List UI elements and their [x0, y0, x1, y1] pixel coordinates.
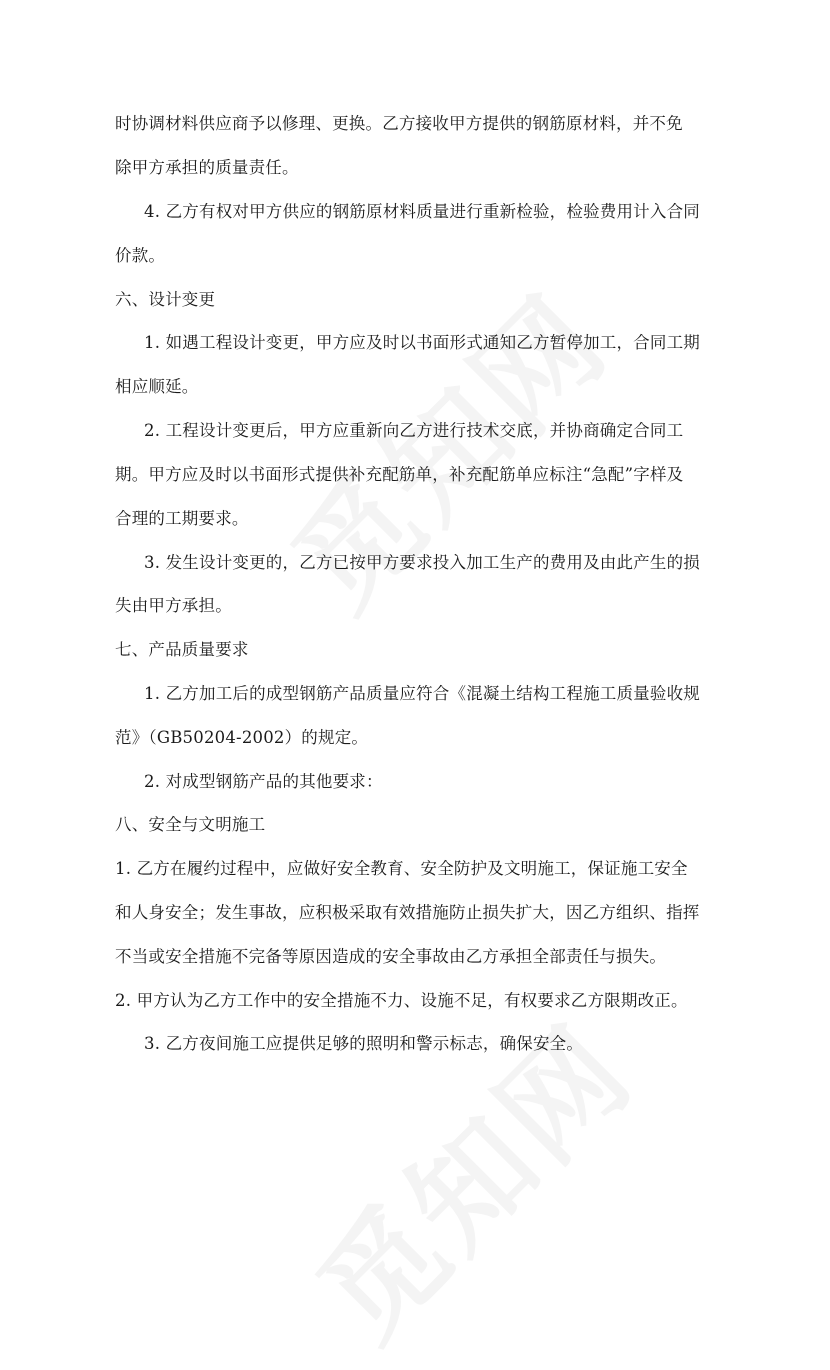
paragraph-line: 范》（GB50204-2002）的规定。 — [115, 728, 369, 747]
list-item-line: 2. 甲方认为乙方工作中的安全措施不力、设施不足，有权要求乙方限期改正。 — [115, 991, 688, 1010]
paragraph-line: 价款。 — [115, 246, 166, 265]
paragraph-line: 相应顺延。 — [115, 377, 199, 396]
paragraph-line: 合理的工期要求。 — [115, 509, 249, 528]
watermark — [250, 252, 639, 641]
paragraph-line: 时协调材料供应商予以修理、更换。乙方接收甲方提供的钢筋原材料，并不免 — [115, 114, 683, 133]
list-item-line: 4. 乙方有权对甲方供应的钢筋原材料质量进行重新检验，检验费用计入合同 — [144, 202, 700, 221]
paragraph-line: 失由甲方承担。 — [115, 596, 232, 615]
list-item-line: 3. 发生设计变更的，乙方已按甲方要求投入加工生产的费用及由此产生的损 — [144, 553, 700, 572]
section-heading: 八、安全与文明施工 — [115, 815, 266, 834]
list-item-line: 1. 如遇工程设计变更，甲方应及时以书面形式通知乙方暂停加工，合同工期 — [144, 333, 700, 352]
paragraph-line: 和人身安全；发生事故，应积极采取有效措施防止损失扩大，因乙方组织、指挥 — [115, 903, 700, 922]
list-item-line: 3. 乙方夜间施工应提供足够的照明和警示标志，确保安全。 — [144, 1034, 584, 1053]
paragraph-line: 不当或安全措施不完备等原因造成的安全事故由乙方承担全部责任与损失。 — [115, 947, 667, 966]
list-item-line: 1. 乙方加工后的成型钢筋产品质量应符合《混凝土结构工程施工质量验收规 — [144, 684, 700, 703]
section-heading: 七、产品质量要求 — [115, 640, 249, 659]
list-item-line: 2. 工程设计变更后，甲方应重新向乙方进行技术交底，并协商确定合同工 — [144, 421, 684, 440]
list-item-line: 2. 对成型钢筋产品的其他要求： — [144, 772, 383, 791]
paragraph-line: 期。甲方应及时以书面形式提供补充配筋单，补充配筋单应标注“急配”字样及 — [115, 465, 684, 484]
paragraph-line: 除甲方承担的质量责任。 — [115, 158, 299, 177]
list-item-line: 1. 乙方在履约过程中，应做好安全教育、安全防护及文明施工，保证施工安全 — [115, 859, 688, 878]
section-heading: 六、设计变更 — [115, 290, 216, 309]
